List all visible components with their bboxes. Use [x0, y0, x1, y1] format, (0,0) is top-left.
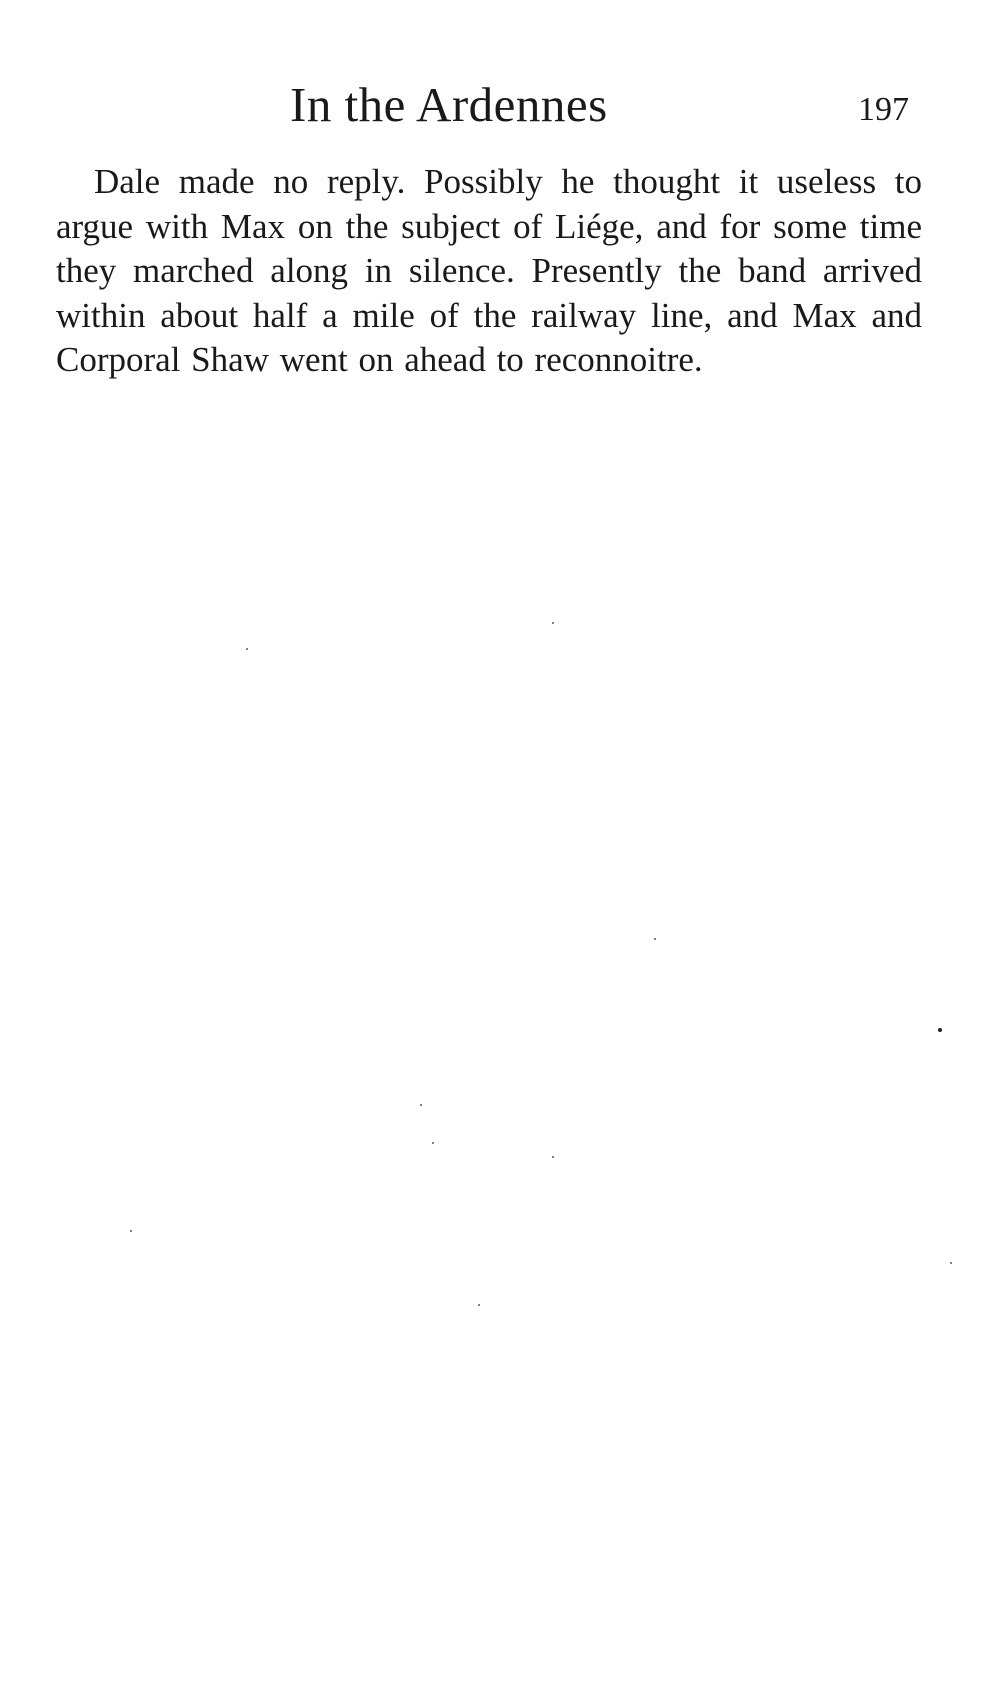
- scan-speck: [130, 1230, 132, 1232]
- scan-speck: [654, 938, 656, 940]
- scan-speck: [432, 1142, 434, 1144]
- body-paragraph: Dale made no reply. Possibly he thought it useless to argue with Max on the subject of Liége, and for some time they marched along in silence. Presently the band arrived within about half a mile of the railway line, and Max and Corporal Shaw went on ahead to reconnoitre.: [56, 162, 922, 379]
- scan-speck: [950, 1262, 952, 1264]
- running-head: [0, 70, 1000, 140]
- scan-speck: [420, 1104, 422, 1106]
- scan-speck: [552, 622, 554, 624]
- scan-speck: [552, 1156, 554, 1158]
- running-title: In the Ardennes: [290, 77, 608, 132]
- page-number: 197: [858, 91, 909, 128]
- scan-speck: [938, 1028, 942, 1032]
- scan-speck: [246, 648, 248, 650]
- scan-speck: [478, 1304, 480, 1306]
